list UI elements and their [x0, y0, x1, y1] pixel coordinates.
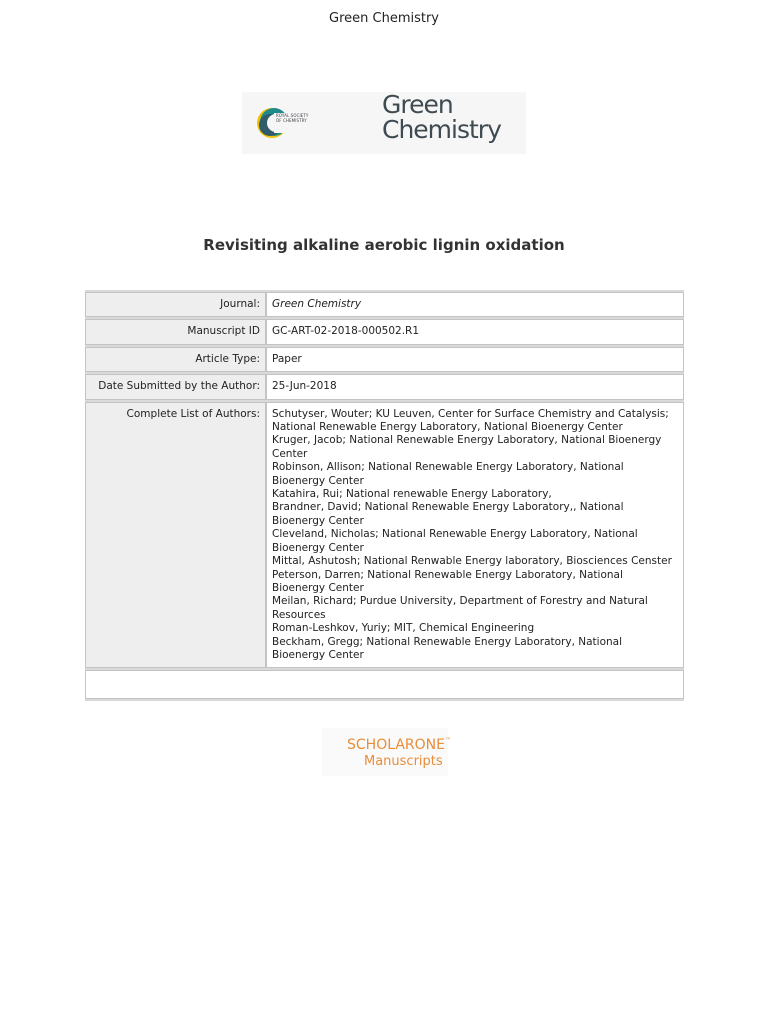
author-entry: Peterson, Darren; National Renewable Energy Laboratory, National Bioenergy Center: [272, 568, 623, 594]
detail-row-empty: [85, 670, 684, 699]
author-entry: Beckham, Gregg; National Renewable Energy Laboratory, National Bioenergy Center: [272, 635, 623, 661]
logo-banner: [242, 92, 526, 154]
author-entry: Roman-Leshkov, Yuriy; MIT, Chemical Engineering: [272, 622, 535, 635]
author-entry: Cleveland, Nicholas; National Renewable Energy Laboratory, National Bioenergy Center: [272, 528, 638, 554]
scholarone-wordmark-scholar: SCHOLAR: [347, 737, 415, 753]
detail-row-journal: [85, 292, 684, 317]
rsc-logo-text: ROYAL SOCIETY OF CHEMISTRY: [276, 113, 309, 123]
detail-value-journal: Green Chemistry: [266, 292, 684, 317]
author-entry: Mittal, Ashutosh; National Renwable Energy laboratory, Biosciences Censter: [272, 555, 672, 568]
manuscript-details-table: [85, 290, 684, 701]
scholarone-wordmark-one: ONE: [414, 737, 445, 753]
author-entry: Katahira, Rui; National renewable Energy Laboratory,: [272, 488, 552, 501]
author-entry: Robinson, Allison; National Renewable Energy Laboratory, National Bioenergy Center: [272, 461, 624, 487]
paper-title: Revisiting alkaline aerobic lignin oxidation: [203, 236, 565, 254]
detail-label: Article Type:: [85, 347, 266, 372]
scholarone-logo: [322, 728, 451, 776]
detail-label: Journal:: [85, 292, 266, 317]
rsc-logo-icon: [250, 98, 314, 148]
author-entry: Kruger, Jacob; National Renewable Energy Laboratory, National Bioenergy Center: [272, 434, 662, 460]
detail-row-date-submitted: [85, 374, 684, 399]
logo-line-chemistry: Chemistry: [382, 115, 501, 144]
author-entry: Schutyser, Wouter; KU Leuven, Center for Surface Chemistry and Catalysis; National Renewable Energy Laboratory, National Bioenergy Center: [272, 407, 669, 434]
scholarone-wordmark: [347, 737, 451, 753]
journal-header: Green Chemistry: [329, 11, 439, 26]
author-entry: Brandner, David; National Renewable Energy Laboratory,, National Bioenergy Center: [272, 501, 624, 527]
detail-row-article-type: [85, 347, 684, 372]
detail-value-manuscript-id: GC-ART-02-2018-000502.R1: [266, 319, 684, 344]
empty-cell: [85, 670, 684, 699]
scholarone-manuscripts: Manuscripts: [364, 754, 443, 769]
detail-value-article-type: Paper: [266, 347, 684, 372]
detail-value-date-submitted: 25-Jun-2018: [266, 374, 684, 399]
detail-label: Complete List of Authors:: [85, 402, 266, 669]
detail-label: Date Submitted by the Author:: [85, 374, 266, 399]
detail-row-authors: [85, 402, 684, 669]
author-list: [266, 402, 684, 669]
detail-row-manuscript-id: [85, 319, 684, 344]
green-chemistry-logo: [382, 92, 501, 142]
logo-line-green: Green: [382, 90, 453, 119]
detail-label: Manuscript ID: [85, 319, 266, 344]
author-entry: Meilan, Richard; Purdue University, Department of Forestry and Natural Resources: [272, 595, 648, 621]
trademark-symbol: ™: [444, 737, 451, 744]
